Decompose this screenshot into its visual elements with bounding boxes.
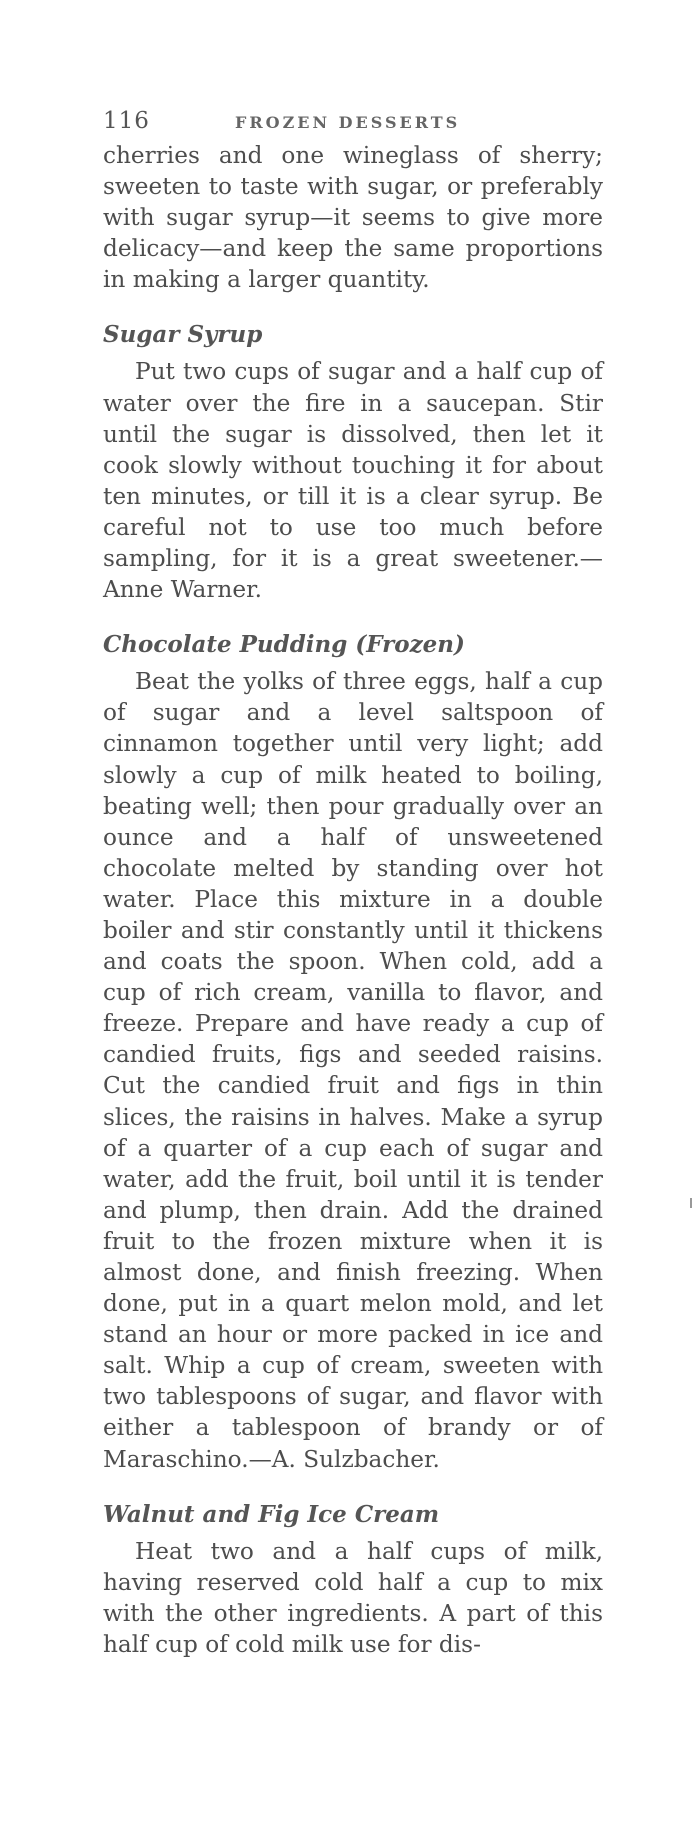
- page-header: [103, 100, 603, 140]
- recipe-body-chocolate-pudding: Beat the yolks of three eggs, half a cup of sugar and a level saltspoon of cinnamon together until very light; add slowly a cup of milk heated to boiling, beating well; then pour gradually over an ounce and a half of unsweetened chocolate melted by standing over hot water. Place this mixture in a double boiler and stir constantly until it thickens and coats the spoon. When cold, add a cup of rich cream, vanilla to flavor, and freeze. Prepare and have ready a cup of candied fruits, figs and seeded raisins. Cut the candied fruit and figs in thin slices, the raisins in halves. Make a syrup of a quarter of a cup each of sugar and water, add the fruit, boil until it is tender and plump, then drain. Add the drained fruit to the frozen mixture when it is almost done, and finish freezing. When done, put in a quart melon mold, and let stand an hour or more packed in ice and salt. Whip a cup of cream, sweeten with two tablespoons of sugar, and flavor with either a tablespoon of brandy or of Maraschino.—A. Sulzbacher.: [103, 668, 603, 1473]
- margin-mark: [690, 1198, 692, 1208]
- running-head: FROZEN DESSERTS: [235, 113, 461, 132]
- recipe-title-sugar-syrup: Sugar Syrup: [103, 321, 263, 349]
- recipe-title-chocolate-pudding: Chocolate Pudding (Frozen): [103, 631, 465, 659]
- book-page: [103, 100, 603, 1660]
- recipe-body-sugar-syrup: Put two cups of sugar and a half cup of water over the fire in a saucepan. Stir until the sugar is dissolved, then let it cook slowly without touching it for about ten minutes, or till it is a clear syrup. Be careful not to use too much before sampling, for it is a great sweetener.—Anne Warner.: [103, 358, 603, 604]
- page-number: 116: [103, 108, 150, 134]
- recipe-body-walnut-fig-ice-cream: Heat two and a half cups of milk, having reserved cold half a cup to mix with the other ingredients. A part of this half cup of cold milk use for dis-: [103, 1537, 603, 1658]
- continuation-paragraph: cherries and one wineglass of sherry; sweeten to taste with sugar, or preferably with sugar syrup—it seems to give more delicacy—and keep the same proportions in making a larger quantity.: [103, 142, 603, 294]
- recipe-title-walnut-fig-ice-cream: Walnut and Fig Ice Cream: [103, 1500, 440, 1528]
